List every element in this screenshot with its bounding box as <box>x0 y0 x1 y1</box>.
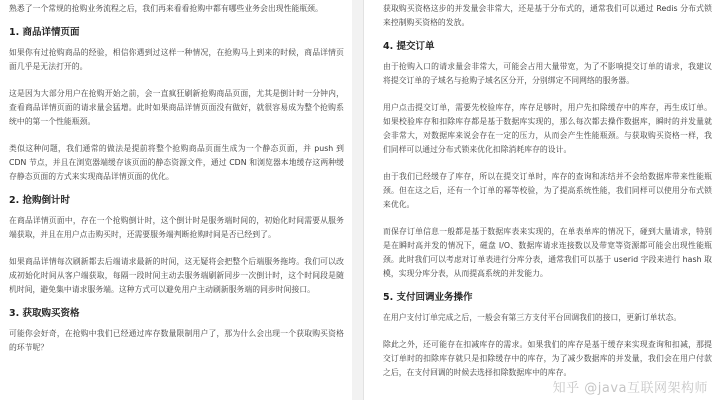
section-2-paragraph-1: 在商品详情页面中，存在一个抢购倒计时，这个倒计时是服务端时间的，初始化时间需要从服务端获取，并且在用户点击购买时，还需要服务端判断抢购时间是否已经到了。 <box>9 216 344 239</box>
section-5-paragraph-2: 除此之外，还可能存在扣减库存的需求。如果我们的库存是基于缓存来实现查询和扣减，那提交订单时的扣除库存就只是扣除缓存中的库存，为了减少数据库的并发量，我们会在用户付款之后，在支付回调的时候去选择扣除数据库中的库存。 <box>383 340 712 377</box>
section-1-paragraph-1: 如果你有过抢购商品的经验，相信你遇到过这样一种情况，在抢购马上到来的时候，商品详情页面几乎是无法打开的。 <box>9 48 344 71</box>
right-page <box>363 0 720 400</box>
section-4-paragraph-2: 用户点击提交订单，需要先校验库存，库存足够时，用户先扣除缓存中的库存，再生成订单。如果校验库存和扣除库存都是基于数据库实现的，那么每次都去操作数据库，瞬时的并发量就会非常大，对数据库来说会存在一定的压力，从而会产生性能瓶颈。与获取购买资格一样，我们同样可以通过分布式锁来优化扣除消耗库存的设计。 <box>383 103 712 154</box>
continued-paragraph: 获取购买资格这步的并发量会非常大，还是基于分布式的，通常我们可以通过 Redis 分布式锁来控制购买资格的发放。 <box>383 4 712 27</box>
section-3-heading: 3. 获取购买资格 <box>9 308 80 319</box>
section-4-paragraph-1: 由于抢购入口的请求量会非常大，可能会占用大量带宽，为了不影响提交订单的请求，我建议将提交订单的子域名与抢购子域名区分开，分别绑定不同网络的服务器。 <box>383 62 712 85</box>
section-3-paragraph-1: 可能你会好奇，在抢购中我们已经通过库存数量限制用户了，那为什么会出现一个获取购买资格的环节呢？ <box>9 329 344 352</box>
section-5-heading: 5. 支付回调业务操作 <box>383 292 473 303</box>
section-4-heading: 4. 提交订单 <box>383 41 435 52</box>
section-1-paragraph-2: 这是因为大部分用户在抢购开始之前，会一直疯狂刷新抢购商品页面，尤其是倒计时一分钟内，查看商品详情页面的请求量会猛增。此时如果商品详情页面没有做好，就很容易成为整个抢购系统中的第一个性能瓶颈。 <box>9 89 344 126</box>
section-4-paragraph-4: 而保存订单信息一般都是基于数据库表来实现的，在单表单库的情况下，碰到大量请求，特别是在瞬时高并发的情况下，磁盘 I/O、数据库请求连接数以及带宽等资源都可能会出现性能瓶颈。此时我们可以考虑对订单表进行分库分表，通常我们可以基于 userid 字段来进行 hash 取模，实现分库分表，从而提高系统的并发能力。 <box>383 227 712 278</box>
intro-paragraph: 熟悉了一个常规的抢购业务流程之后，我们再来看看抢购中都有哪些业务会出现性能瓶颈。 <box>9 4 323 13</box>
section-1-heading: 1. 商品详情页面 <box>9 27 80 38</box>
section-2-heading: 2. 抢购倒计时 <box>9 195 71 206</box>
section-1-paragraph-3: 类似这种问题，我们通常的做法是提前将整个抢购商品页面生成为一个静态页面，并 push 到 CDN 节点，并且在浏览器端缓存该页面的静态资源文件，通过 CDN 和浏览器本地缓存这两种缓存静态页面的方式来实现商品详情页面的优化。 <box>9 144 344 181</box>
section-2-paragraph-2: 如果商品详情每次刷新都去后端请求最新的时间，这无疑将会把整个后端服务拖垮。我们可以改成初始化时间从客户端获取，每隔一段时间主动去服务端刷新同步一次倒计时，这个时间段是随机时间，避免集中请求服务端。这种方式可以避免用户主动刷新服务端的同步时间接口。 <box>9 257 344 294</box>
section-4-paragraph-3: 由于我们已经缓存了库存，所以在提交订单时，库存的查询和冻结并不会给数据库带来性能瓶颈。但在这之后，还有一个订单的幂等校验，为了提高系统性能，我们同样可以使用分布式锁来优化。 <box>383 172 712 209</box>
left-page <box>0 0 352 400</box>
section-5-paragraph-1: 在用户支付订单完成之后，一般会有第三方支付平台回调我们的接口，更新订单状态。 <box>383 313 682 322</box>
watermark: 知乎 @java互联网架构师 <box>552 381 708 396</box>
